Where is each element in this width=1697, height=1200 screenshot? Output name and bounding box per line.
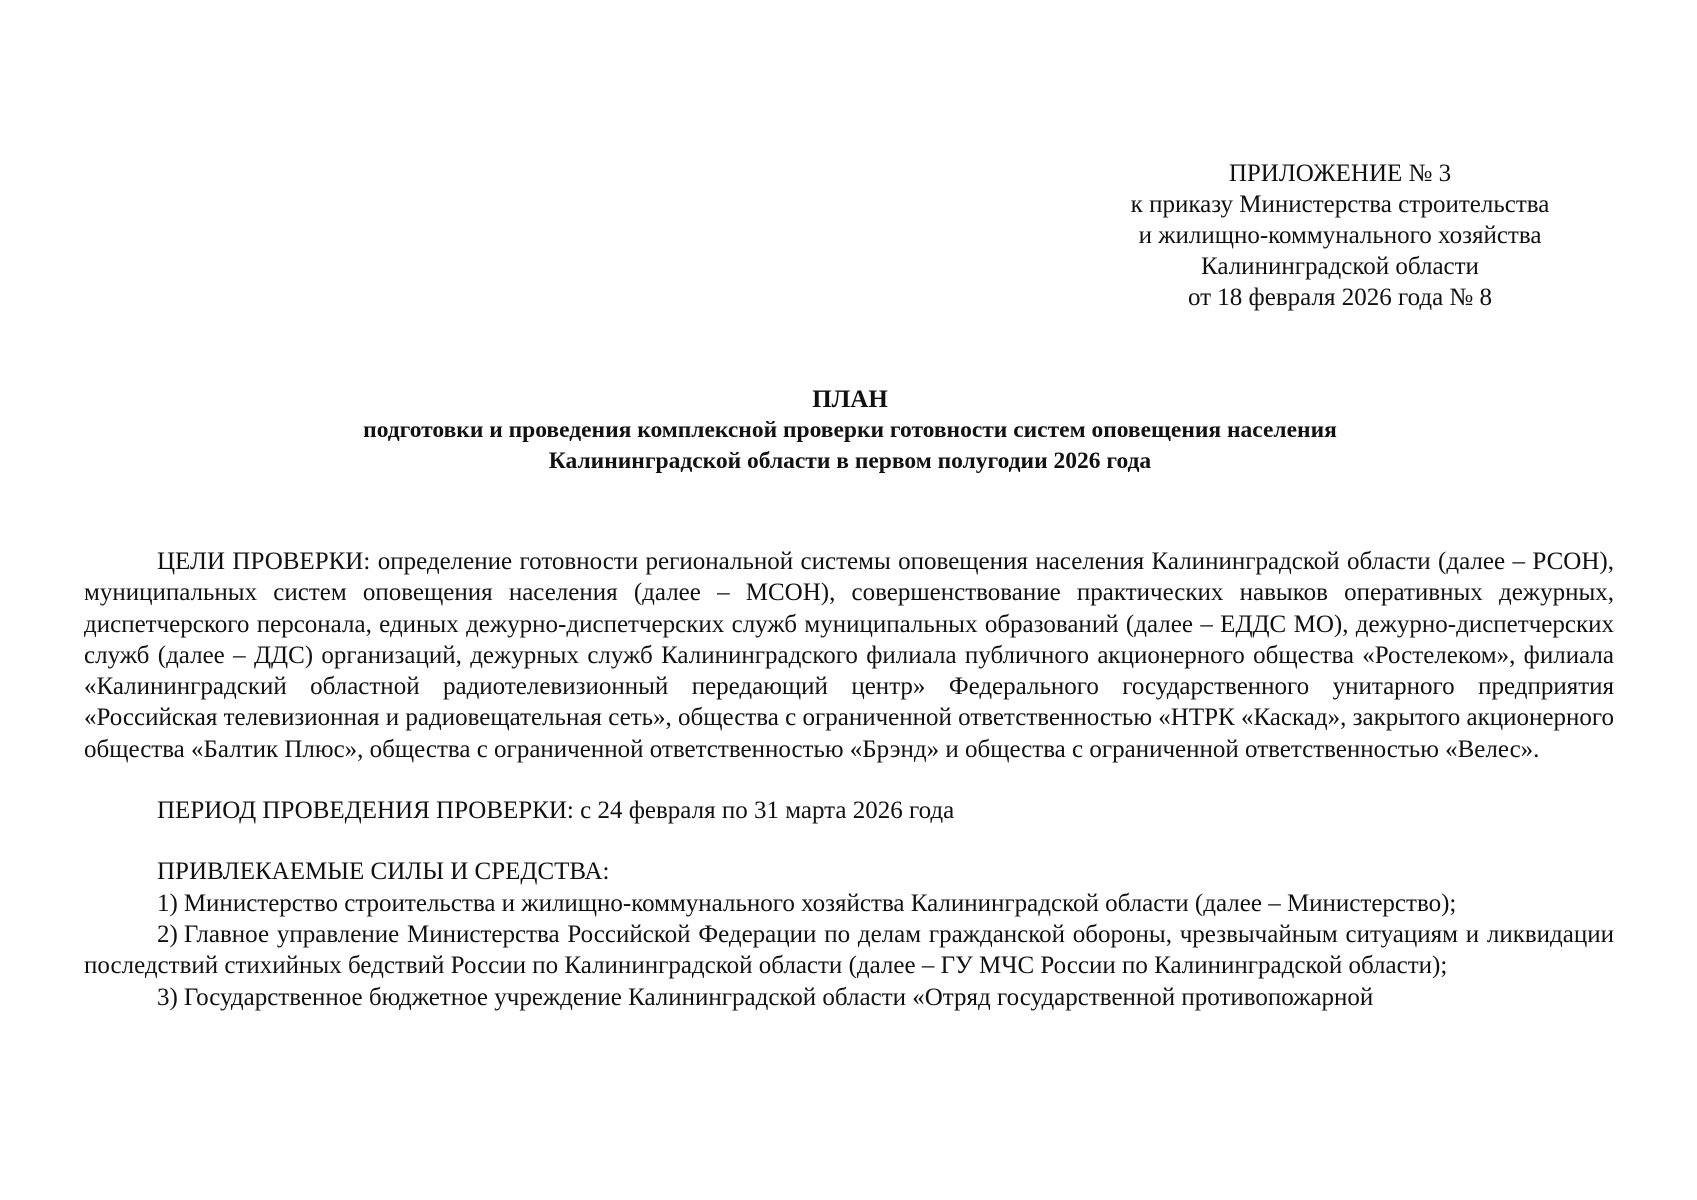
document-title (150, 384, 1550, 477)
list-item-text: Министерство строительства и жилищно-коммунального хозяйства Калининградской области (далее – Министерство); (183, 889, 1457, 917)
appendix-header (1080, 158, 1600, 313)
appendix-order-ref: к приказу Министерства строительства (1130, 191, 1550, 218)
list-item-number: 3) (157, 983, 178, 1011)
document-body (84, 546, 1614, 1013)
list-item-text: Государственное бюджетное учреждение Калининградской области «Отряд государственной противопожарной (183, 983, 1374, 1011)
list-item (84, 888, 1614, 919)
title-main: ПЛАН (812, 386, 888, 413)
appendix-ministry: и жилищно-коммунального хозяйства (1138, 222, 1542, 249)
appendix-date: от 18 февраля 2026 года № 8 (1187, 284, 1493, 311)
list-item (84, 919, 1614, 982)
list-item-number: 1) (157, 889, 178, 917)
appendix-number: ПРИЛОЖЕНИЕ № 3 (1228, 160, 1452, 187)
forces-heading: ПРИВЛЕКАЕМЫЕ СИЛЫ И СРЕДСТВА: (157, 858, 610, 886)
list-item-number: 2) (157, 920, 178, 948)
title-subtitle-line2: Калининградской области в первом полугодии 2026 года (548, 448, 1152, 474)
list-item-text: Главное управление Министерства Российской Федерации по делам гражданской обороны, чрезвычайным ситуациям и ликвидации последствий стихийных бедствий России по Калининградской области (далее – ГУ МЧС России по Калининградской области); (84, 920, 1614, 980)
appendix-region: Калининградской области (1201, 253, 1479, 280)
list-item (84, 982, 1614, 1013)
goals-paragraph: ЦЕЛИ ПРОВЕРКИ: определение готовности региональной системы оповещения населения Калининградской области (далее – РСОН), муниципальных систем оповещения населения (далее – МСОН), совершенствование практических навыков оперативных дежурных, диспетчерского персонала, единых дежурно-диспетчерских служб муниципальных образований (далее – ЕДДС МО), дежурно-диспетчерских служб (далее – ДДС) организаций, дежурных служб Калининградского филиала публичного акционерного общества «Ростелеком», филиала «Калининградский областной радиотелевизионный передающий центр» Федерального государственного унитарного предприятия «Российская телевизионная и радиовещательная сеть», общества с ограниченной ответственностью «НТРК «Каскад», закрытого акционерного общества «Балтик Плюс», общества с ограниченной ответственностью «Брэнд» и общества с ограниченной ответственностью «Велес». (84, 548, 1614, 763)
title-subtitle-line1: подготовки и проведения комплексной проверки готовности систем оповещения населения (363, 417, 1337, 443)
period-paragraph: ПЕРИОД ПРОВЕДЕНИЯ ПРОВЕРКИ: с 24 февраля по 31 марта 2026 года (157, 797, 955, 825)
